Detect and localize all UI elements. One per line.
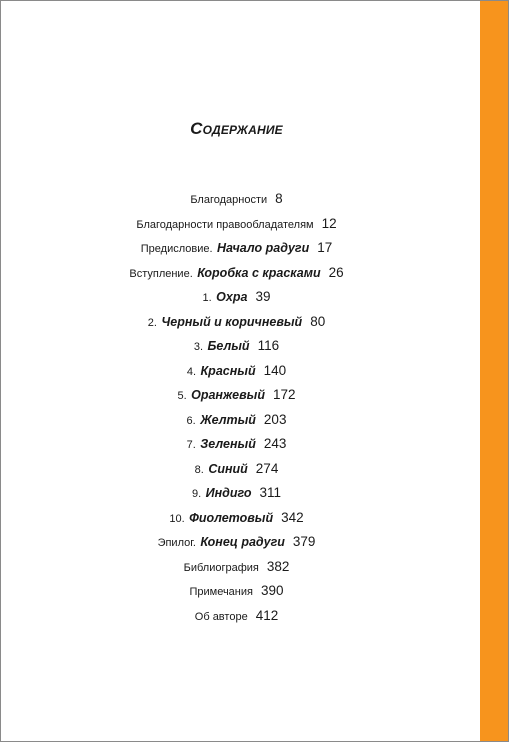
toc-entry-label: 2. [147,316,157,329]
toc-entry [1,579,472,604]
toc-entry-page-number: 382 [266,558,290,574]
toc-entry-label: Эпилог. [157,537,196,549]
toc-entry-title: Черный и коричневый [161,314,303,329]
toc-entry-label: Библиография [183,561,259,574]
toc-entry-page-number: 172 [273,387,296,402]
toc-entry [1,408,472,433]
toc-entry-page-number: 12 [321,215,337,231]
toc-entry-label: 4. [186,365,197,378]
toc-entry-label: 9. [191,488,202,500]
toc-entry-page-number: 140 [263,362,287,378]
page-title: Содержание [190,119,283,138]
toc-entry-title: Красный [200,363,256,378]
toc-entry-page-number: 26 [328,264,344,280]
toc-entry-label: Вступление. [129,267,193,280]
toc-entry-page-number: 39 [255,289,271,304]
toc-entry [1,481,472,506]
toc-entry-page-number: 311 [259,485,282,500]
toc-entry-label: Примечания [189,586,253,598]
toc-entry-title: Индиго [205,486,252,500]
toc-entry-title: Начало радуги [217,241,310,255]
toc-entry-title: Фиолетовый [189,510,274,525]
toc-entry-page-number: 243 [263,436,287,451]
toc-entry-page-number: 8 [275,191,283,206]
toc-entry [1,604,472,629]
toc-entry-page-number: 379 [292,534,316,549]
toc-entry-label: 1. [202,292,212,304]
toc-entry [1,530,472,555]
toc-entry-page-number: 17 [317,240,333,255]
toc-entry-page-number: 390 [260,583,284,598]
toc-entry-title: Желтый [200,412,256,427]
toc-entry-label: Благодарности правообладателям [136,218,314,231]
toc-entry-label: Предисловие. [140,243,213,255]
toc-entry-page-number: 274 [255,460,279,476]
toc-entry [1,261,472,286]
toc-entry [1,359,472,384]
toc-entry-page-number: 412 [255,607,279,623]
toc-entry-label: 3. [193,341,204,353]
toc-entry-label: Благодарности [190,194,268,206]
toc-entry [1,310,472,335]
toc-entry [1,236,472,261]
toc-entry [1,334,472,359]
toc-entry-page-number: 116 [257,338,280,353]
toc-entry [1,555,472,580]
toc-entry-title: Конец радуги [200,535,285,549]
orange-edge-bar [480,1,508,741]
toc-entry [1,432,472,457]
toc-entry [1,212,472,237]
toc-entry [1,187,472,212]
toc-entry [1,506,472,531]
toc-entry-label: Об авторе [194,610,248,623]
toc-entry-title: Зеленый [200,437,256,451]
table-of-contents [1,187,472,628]
toc-entry-label: 10. [169,512,185,525]
toc-entry [1,383,472,408]
toc-entry [1,285,472,310]
toc-entry-title: Оранжевый [191,388,265,402]
toc-entry-label: 6. [186,414,196,427]
toc-entry-label: 7. [186,439,196,451]
toc-entry-title: Белый [207,339,250,353]
page-content [1,1,482,741]
toc-entry-label: 5. [177,390,187,402]
toc-entry-label: 8. [194,463,204,476]
toc-entry-title: Коробка с красками [197,265,321,280]
toc-entry-title: Синий [208,461,248,476]
toc-entry-page-number: 80 [310,313,326,329]
toc-entry-page-number: 203 [263,411,287,427]
toc-entry-page-number: 342 [281,509,304,525]
toc-entry [1,457,472,482]
toc-entry-title: Охра [216,290,248,304]
